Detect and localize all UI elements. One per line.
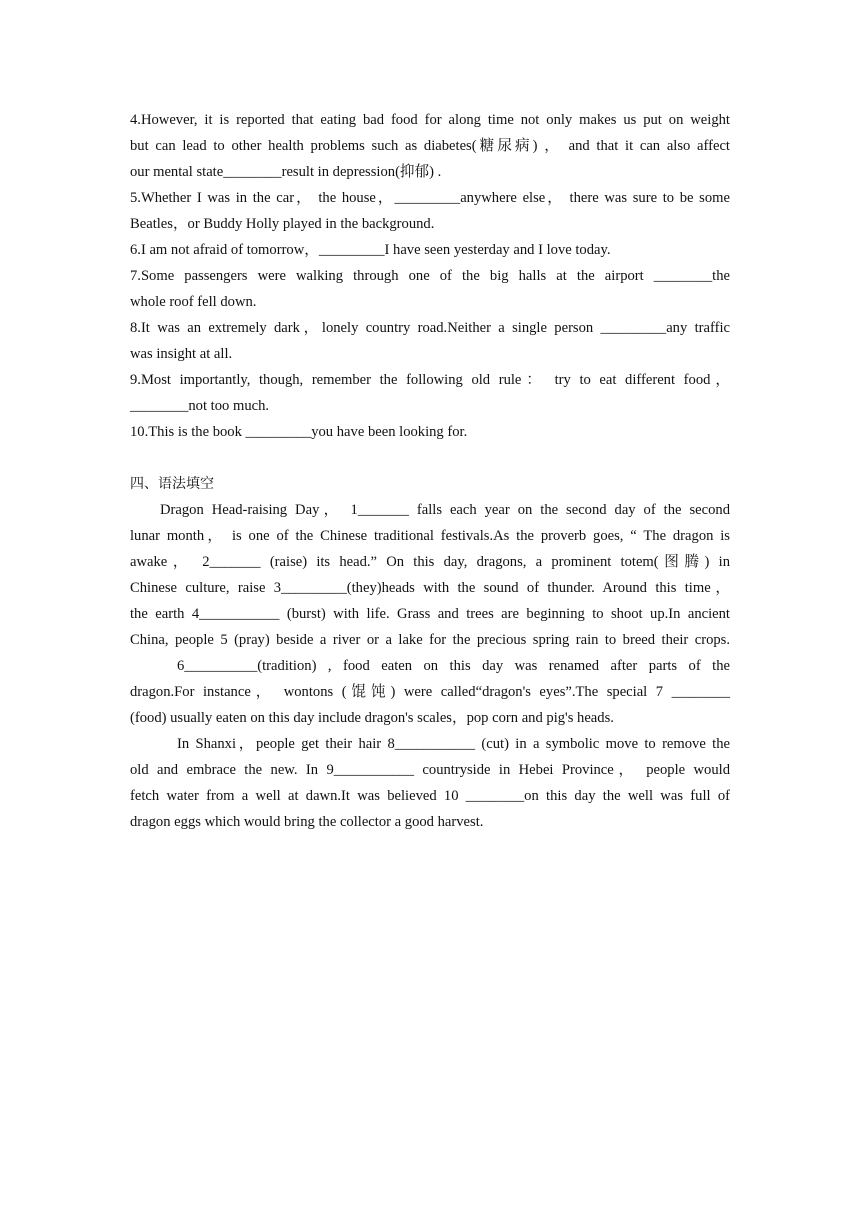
question-4-line-3: our mental state________result in depression(抑郁) . <box>130 164 442 180</box>
document-page <box>130 107 730 835</box>
question-8 <box>130 315 730 367</box>
question-9-line-2: ________not too much. <box>130 398 270 414</box>
paragraph-1-line-5: the earth 4___________ (burst) with life. Grass and trees are beginning to shoot up.In ancient <box>130 606 730 622</box>
question-7-line-2: whole roof fell down. <box>130 294 257 310</box>
paragraph-3-line-4: dragon eggs which would bring the collector a good harvest. <box>130 814 484 830</box>
question-5 <box>130 185 730 237</box>
question-6 <box>130 237 730 263</box>
question-7-line-1: 7.Some passengers were walking through one of the big halls at the airport ________the <box>130 268 730 284</box>
question-5-line-2: Beatles，or Buddy Holly played in the background. <box>130 216 435 232</box>
paragraph-3-line-1: In Shanxi，people get their hair 8___________ (cut) in a symbolic move to remove the <box>177 736 730 752</box>
question-9 <box>130 367 730 419</box>
question-8-line-2: was insight at all. <box>130 346 233 362</box>
question-4-line-1: 4.However, it is reported that eating bad food for along time not only makes us put on weight <box>130 112 730 128</box>
question-9-line-1: 9.Most importantly, though, remember the following old rule： try to eat different food， <box>130 372 730 388</box>
paragraph-2-line-1: 6__________(tradition) , food eaten on this day was renamed after parts of the <box>177 658 730 674</box>
paragraph-3-line-3: fetch water from a well at dawn.It was believed 10 ________on this day the well was full of <box>130 788 730 804</box>
paragraph-1-line-3: awake， 2_______ (raise) its head.” On this day, dragons, a prominent totem(图腾) in <box>130 554 730 570</box>
paragraph-1-line-1: Dragon Head-raising Day， 1_______ falls each year on the second day of the second <box>160 502 730 518</box>
question-7 <box>130 263 730 315</box>
section-4-paragraph-3 <box>130 731 730 835</box>
question-10 <box>130 419 730 445</box>
question-5-line-1: 5.Whether I was in the car， the house，_________anywhere else， there was sure to be some <box>130 190 730 206</box>
question-8-line-1: 8.It was an extremely dark，lonely country road.Neither a single person _________any traffic <box>130 320 730 336</box>
paragraph-3-line-2: old and embrace the new. In 9___________ countryside in Hebei Province， people would <box>130 762 730 778</box>
question-4 <box>130 107 730 185</box>
section-4-paragraph-2 <box>130 653 730 731</box>
paragraph-1-line-6: China, people 5 (pray) beside a river or a lake for the precious spring rain to breed their crops. <box>130 632 730 648</box>
section-4-paragraph-1 <box>130 497 730 653</box>
section-4-heading: 四、语法填空 <box>130 476 214 492</box>
paragraph-2-line-3: (food) usually eaten on this day include dragon's scales，pop corn and pig's heads. <box>130 710 614 726</box>
question-6-line-1: 6.I am not afraid of tomorrow，_________I have seen yesterday and I love today. <box>130 242 611 258</box>
section-spacer <box>130 445 730 471</box>
question-10-line-1: 10.This is the book _________you have been looking for. <box>130 424 468 440</box>
paragraph-1-line-2: lunar month， is one of the Chinese traditional festivals.As the proverb goes, “ The dragon is <box>130 528 730 544</box>
paragraph-2-line-2: dragon.For instance， wontons (馄饨) were called“dragon's eyes”.The special 7 ________ <box>130 684 730 700</box>
question-4-line-2: but can lead to other health problems such as diabetes(糖尿病) ， and that it can also affect <box>130 138 730 154</box>
paragraph-1-line-4: Chinese culture, raise 3_________(they)heads with the sound of thunder. Around this time， <box>130 580 730 596</box>
